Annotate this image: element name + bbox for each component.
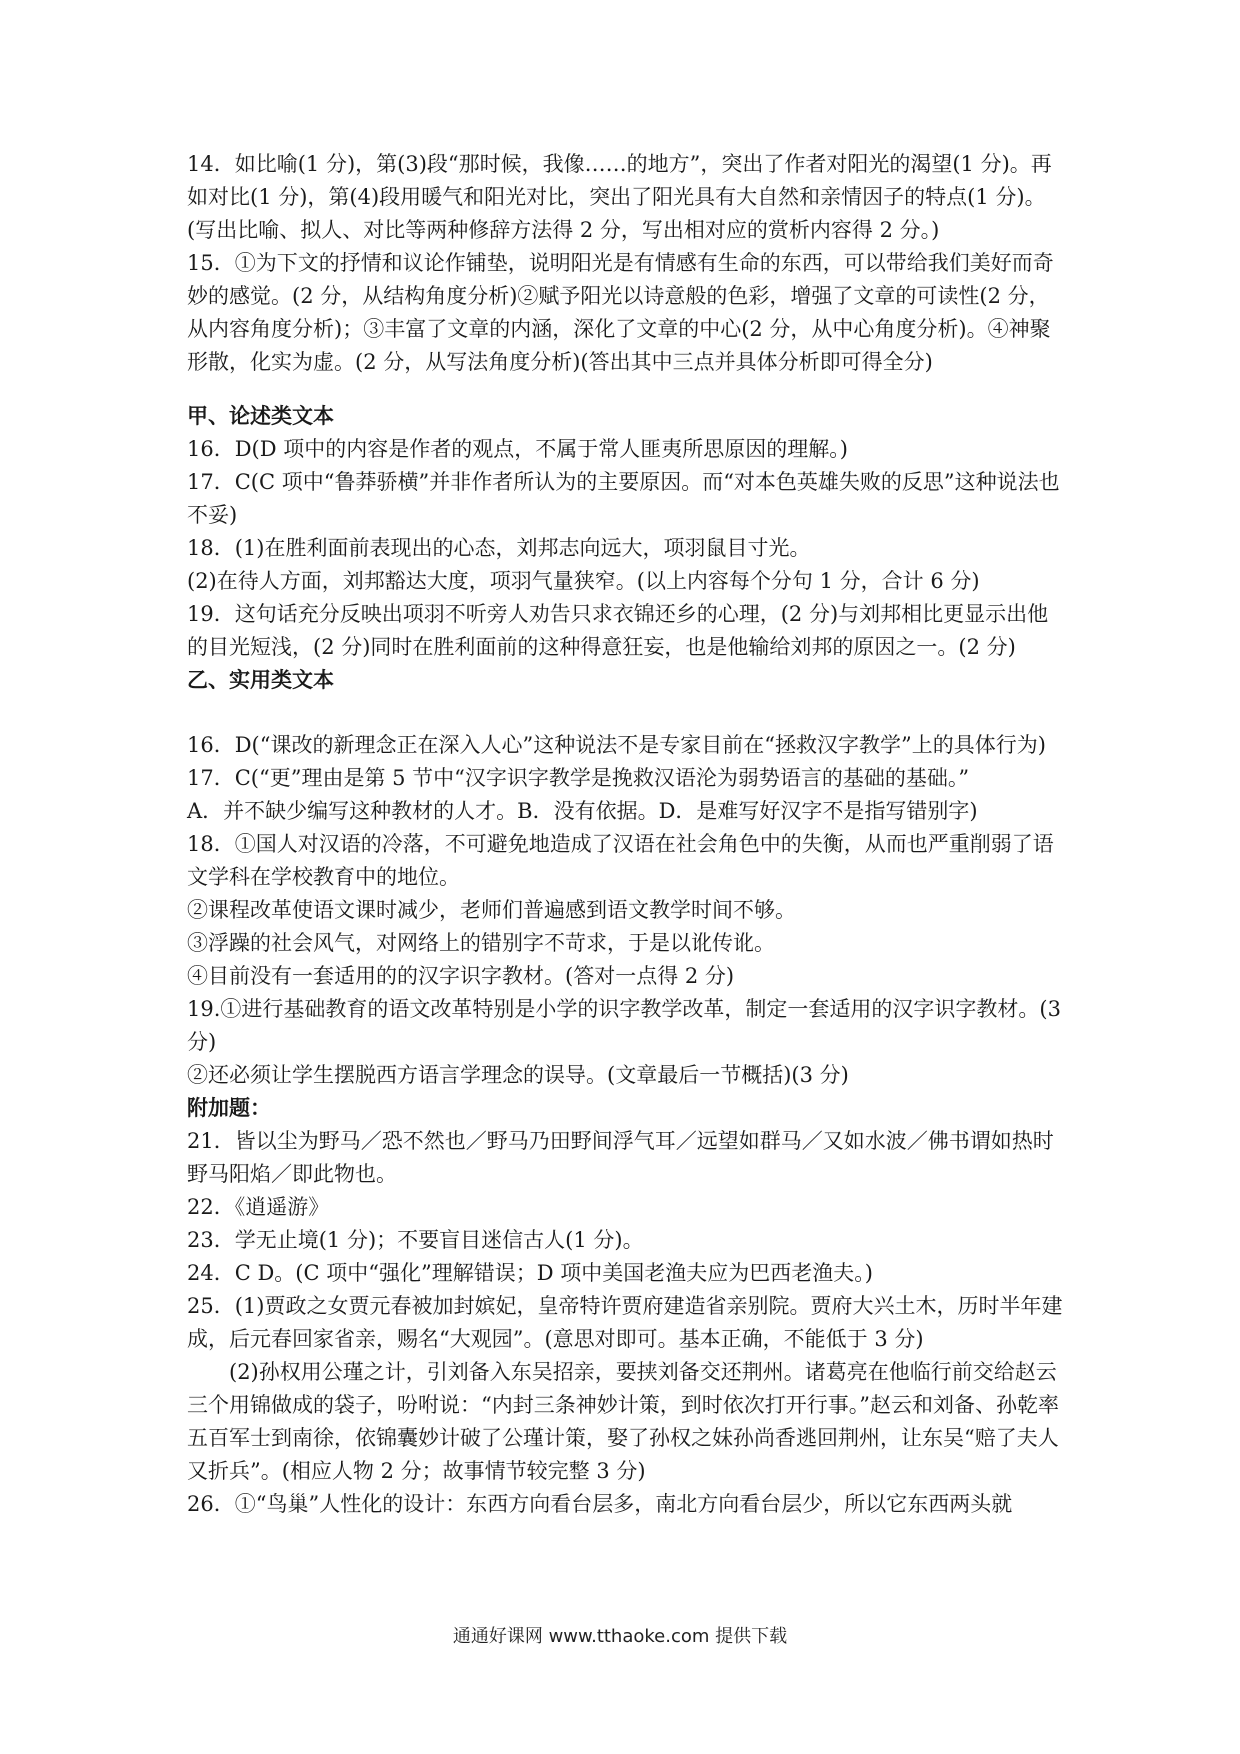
page-footer: 通通好课网 www.tthaoke.com 提供下载 — [452, 1626, 788, 1647]
answer-b-18-3: ③浮躁的社会风气，对网络上的错别字不苛求，于是以讹传讹。 — [187, 931, 775, 955]
answer-25-1: 25．(1)贾政之女贾元春被加封嫔妃，皇帝特许贾府建造省亲别院。贾府大兴土木，历时半年建成，后元春回家省亲，赐名“大观园”。(意思对即可。基本正确，不能低于 3 分) — [187, 1294, 1063, 1351]
answer-b-17-note: A．并不缺少编写这种教材的人才。B．没有依据。D．是难写好汉字不是指写错别字) — [187, 799, 978, 823]
answer-25-2: (2)孙权用公瑾之计，引刘备入东吴招亲，要挟刘备交还荆州。诸葛亮在他临行前交给赵云三个用锦做成的袋子，吩咐说：“内封三条神妙计策，到时依次打开行事。”赵云和刘备、孙乾率五百军士到南徐，依锦囊妙计破了公瑾计策，娶了孙权之妹孙尚香逃回荆州，让东吴“赔了夫人又折兵”。(相应人物 2 分；故事情节较完整 3 分) — [187, 1360, 1059, 1483]
answer-b-16: 16．D(“课改的新理念正在深入人心”这种说法不是专家目前在“拯救汉字教学”上的具体行为) — [187, 733, 1046, 757]
answer-a-16: 16．D(D 项中的内容是作者的观点，不属于常人匪夷所思原因的理解。) — [187, 437, 848, 461]
answer-b-18-1: 18．①国人对汉语的冷落，不可避免地造成了汉语在社会角色中的失衡，从而也严重削弱了语文学科在学校教育中的地位。 — [187, 832, 1054, 889]
answer-b-19-1: 19.①进行基础教育的语文改革特别是小学的识字教学改革，制定一套适用的汉字识字教材。(3 分) — [187, 997, 1068, 1054]
answer-21: 21．皆以尘为野马／恐不然也／野马乃田野间浮气耳／远望如群马／又如水波／佛书谓如热时野马阳焰／即此物也。 — [187, 1129, 1054, 1186]
answer-22: 22．《逍遥游》 — [187, 1195, 330, 1219]
answer-a-18-1: 18．(1)在胜利面前表现出的心态，刘邦志向远大，项羽鼠目寸光。 — [187, 536, 811, 560]
answer-b-18-4: ④目前没有一套适用的的汉字识字教材。(答对一点得 2 分) — [187, 964, 735, 988]
answer-24: 24．C D。(C 项中“强化”理解错误；D 项中美国老渔夫应为巴西老渔夫。) — [187, 1261, 873, 1285]
answer-26: 26．①“鸟巢”人性化的设计：东西方向看台层多，南北方向看台层少，所以它东西两头就 — [187, 1492, 1013, 1516]
section-heading-argumentative: 甲、论述类文本 — [187, 404, 334, 428]
answer-b-18-2: ②课程改革使语文课时减少，老师们普遍感到语文教学时间不够。 — [187, 898, 796, 922]
answer-15: 15．①为下文的抒情和议论作铺垫，说明阳光是有情感有生命的东西，可以带给我们美好而奇妙的感觉。(2 分，从结构角度分析)②赋予阳光以诗意般的色彩，增强了文章的可读性(2 分，从内容角度分析)；③丰富了文章的内涵，深化了文章的中心(2 分，从中心角度分析)。④神聚形散，化实为虚。(2 分，从写法角度分析)(答出其中三点并具体分析即可得全分) — [187, 251, 1054, 374]
answer-a-17: 17．C(C 项中“鲁莽骄横”并非作者所认为的主要原因。而“对本色英雄失败的反思”这种说法也不妥) — [187, 470, 1060, 527]
answer-23: 23．学无止境(1 分)；不要盲目迷信古人(1 分)。 — [187, 1228, 644, 1252]
answer-a-19: 19．这句话充分反映出项羽不听旁人劝告只求衣锦还乡的心理，(2 分)与刘邦相比更显示出他的目光短浅，(2 分)同时在胜利面前的这种得意狂妄，也是他输给刘邦的原因之一。(2 分) — [187, 602, 1049, 659]
answer-a-18-2: (2)在待人方面，刘邦豁达大度，项羽气量狭窄。(以上内容每个分句 1 分，合计 6 分) — [187, 569, 980, 593]
answer-b-19-2: ②还必须让学生摆脱西方语言学理念的误导。(文章最后一节概括)(3 分) — [187, 1063, 849, 1087]
answer-14: 14．如比喻(1 分)，第(3)段“那时候，我像……的地方”，突出了作者对阳光的渴望(1 分)。再如对比(1 分)，第(4)段用暖气和阳光对比，突出了阳光具有大自然和亲情因子的特点(1 分)。(写出比喻、拟人、对比等两种修辞方法得 2 分，写出相对应的赏析内容得 2 分。) — [187, 152, 1052, 242]
section-heading-practical: 乙、实用类文本 — [187, 668, 334, 692]
section-heading-bonus: 附加题： — [187, 1096, 271, 1120]
answer-content — [187, 148, 1068, 1521]
answer-b-17: 17．C(“更”理由是第 5 节中“汉字识字教学是挽救汉语沦为弱势语言的基础的基础。” — [187, 766, 970, 790]
